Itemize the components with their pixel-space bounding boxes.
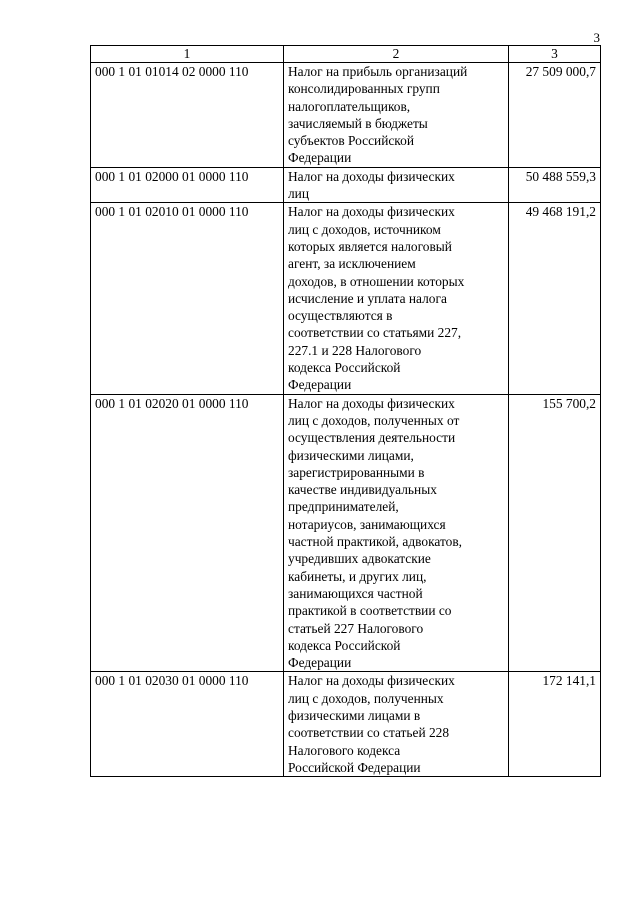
budget-revenue-table xyxy=(90,45,601,777)
revenue-name-line: консолидированных групп xyxy=(288,81,440,97)
budget-code-cell: 000 1 01 02020 01 0000 110 xyxy=(91,394,284,672)
table-row xyxy=(91,672,601,777)
revenue-name-line: предпринимателей, xyxy=(288,499,399,515)
revenue-name-line: субъектов Российской xyxy=(288,133,414,149)
budget-code-cell: 000 1 01 02000 01 0000 110 xyxy=(91,167,284,203)
revenue-name-line: агент, за исключением xyxy=(288,256,416,272)
revenue-name-line: доходов, в отношении которых xyxy=(288,273,465,289)
revenue-name-line: занимающихся частной xyxy=(288,585,423,601)
revenue-name-cell xyxy=(284,672,509,777)
revenue-name-line: Федерации xyxy=(288,377,352,393)
revenue-name-line: налогоплательщиков, xyxy=(288,98,411,114)
revenue-name-line: лиц с доходов, источником xyxy=(288,221,441,237)
budget-code-cell: 000 1 01 01014 02 0000 110 xyxy=(91,63,284,168)
revenue-name-line: которых является налоговый xyxy=(288,238,452,254)
amount-cell: 27 509 000,7 xyxy=(509,63,601,168)
column-header-amount: 3 xyxy=(509,46,601,63)
budget-code-cell: 000 1 01 02010 01 0000 110 xyxy=(91,203,284,394)
revenue-name-line: кабинеты, и других лиц, xyxy=(288,568,427,584)
budget-code-cell: 000 1 01 02030 01 0000 110 xyxy=(91,672,284,777)
revenue-name-line: лиц с доходов, полученных от xyxy=(288,412,460,428)
revenue-name-line: зарегистрированными в xyxy=(288,464,425,480)
revenue-name-line: осуществления деятельности xyxy=(288,430,456,446)
revenue-name-line: Федерации xyxy=(288,655,352,671)
revenue-name-line: частной практикой, адвокатов, xyxy=(288,534,463,550)
revenue-name-cell xyxy=(284,63,509,168)
revenue-name-line: Налог на доходы физических xyxy=(288,168,455,184)
revenue-name-line: Налог на доходы физических xyxy=(288,204,455,220)
table-row xyxy=(91,203,601,394)
revenue-name-line: Налог на доходы физических xyxy=(288,395,455,411)
table-body xyxy=(91,63,601,777)
table-header-row xyxy=(91,46,601,63)
revenue-name-line: 227.1 и 228 Налогового xyxy=(288,342,422,358)
revenue-name-line: статьей 227 Налогового xyxy=(288,620,424,636)
revenue-name-line: физическими лицами в xyxy=(288,707,421,723)
revenue-name-line: физическими лицами, xyxy=(288,447,414,463)
revenue-name-cell xyxy=(284,394,509,672)
page-number: 3 xyxy=(593,30,600,45)
revenue-name-line: Налог на прибыль организаций xyxy=(288,64,468,79)
revenue-name-line: соответствии со статьями 227, xyxy=(288,325,462,341)
revenue-name-line: практикой в соответствии со xyxy=(288,603,452,619)
revenue-name-line: нотариусов, занимающихся xyxy=(288,516,446,532)
revenue-name-cell xyxy=(284,167,509,203)
revenue-name-line: учредивших адвокатские xyxy=(288,551,431,567)
revenue-name-cell xyxy=(284,203,509,394)
amount-cell: 49 468 191,2 xyxy=(509,203,601,394)
revenue-name-line: зачисляемый в бюджеты xyxy=(288,115,428,131)
revenue-name-line: Федерации xyxy=(288,150,352,166)
column-header-name: 2 xyxy=(284,46,509,63)
amount-cell: 172 141,1 xyxy=(509,672,601,777)
amount-cell: 50 488 559,3 xyxy=(509,167,601,203)
revenue-name-line: лиц xyxy=(288,186,310,202)
table-row xyxy=(91,394,601,672)
revenue-name-line: Налог на доходы физических xyxy=(288,673,455,689)
revenue-name-line: соответствии со статьей 228 xyxy=(288,725,450,741)
revenue-name-line: кодекса Российской xyxy=(288,360,401,376)
revenue-name-line: осуществляются в xyxy=(288,308,393,324)
revenue-name-line: Российской Федерации xyxy=(288,759,421,775)
revenue-name-line: Налогового кодекса xyxy=(288,742,401,758)
revenue-name-line: качестве индивидуальных xyxy=(288,482,437,498)
revenue-name-line: исчисление и уплата налога xyxy=(288,290,447,306)
amount-cell: 155 700,2 xyxy=(509,394,601,672)
column-header-code: 1 xyxy=(91,46,284,63)
revenue-name-line: кодекса Российской xyxy=(288,637,401,653)
revenue-name-line: лиц с доходов, полученных xyxy=(288,690,444,706)
table-row xyxy=(91,167,601,203)
table-row xyxy=(91,63,601,168)
